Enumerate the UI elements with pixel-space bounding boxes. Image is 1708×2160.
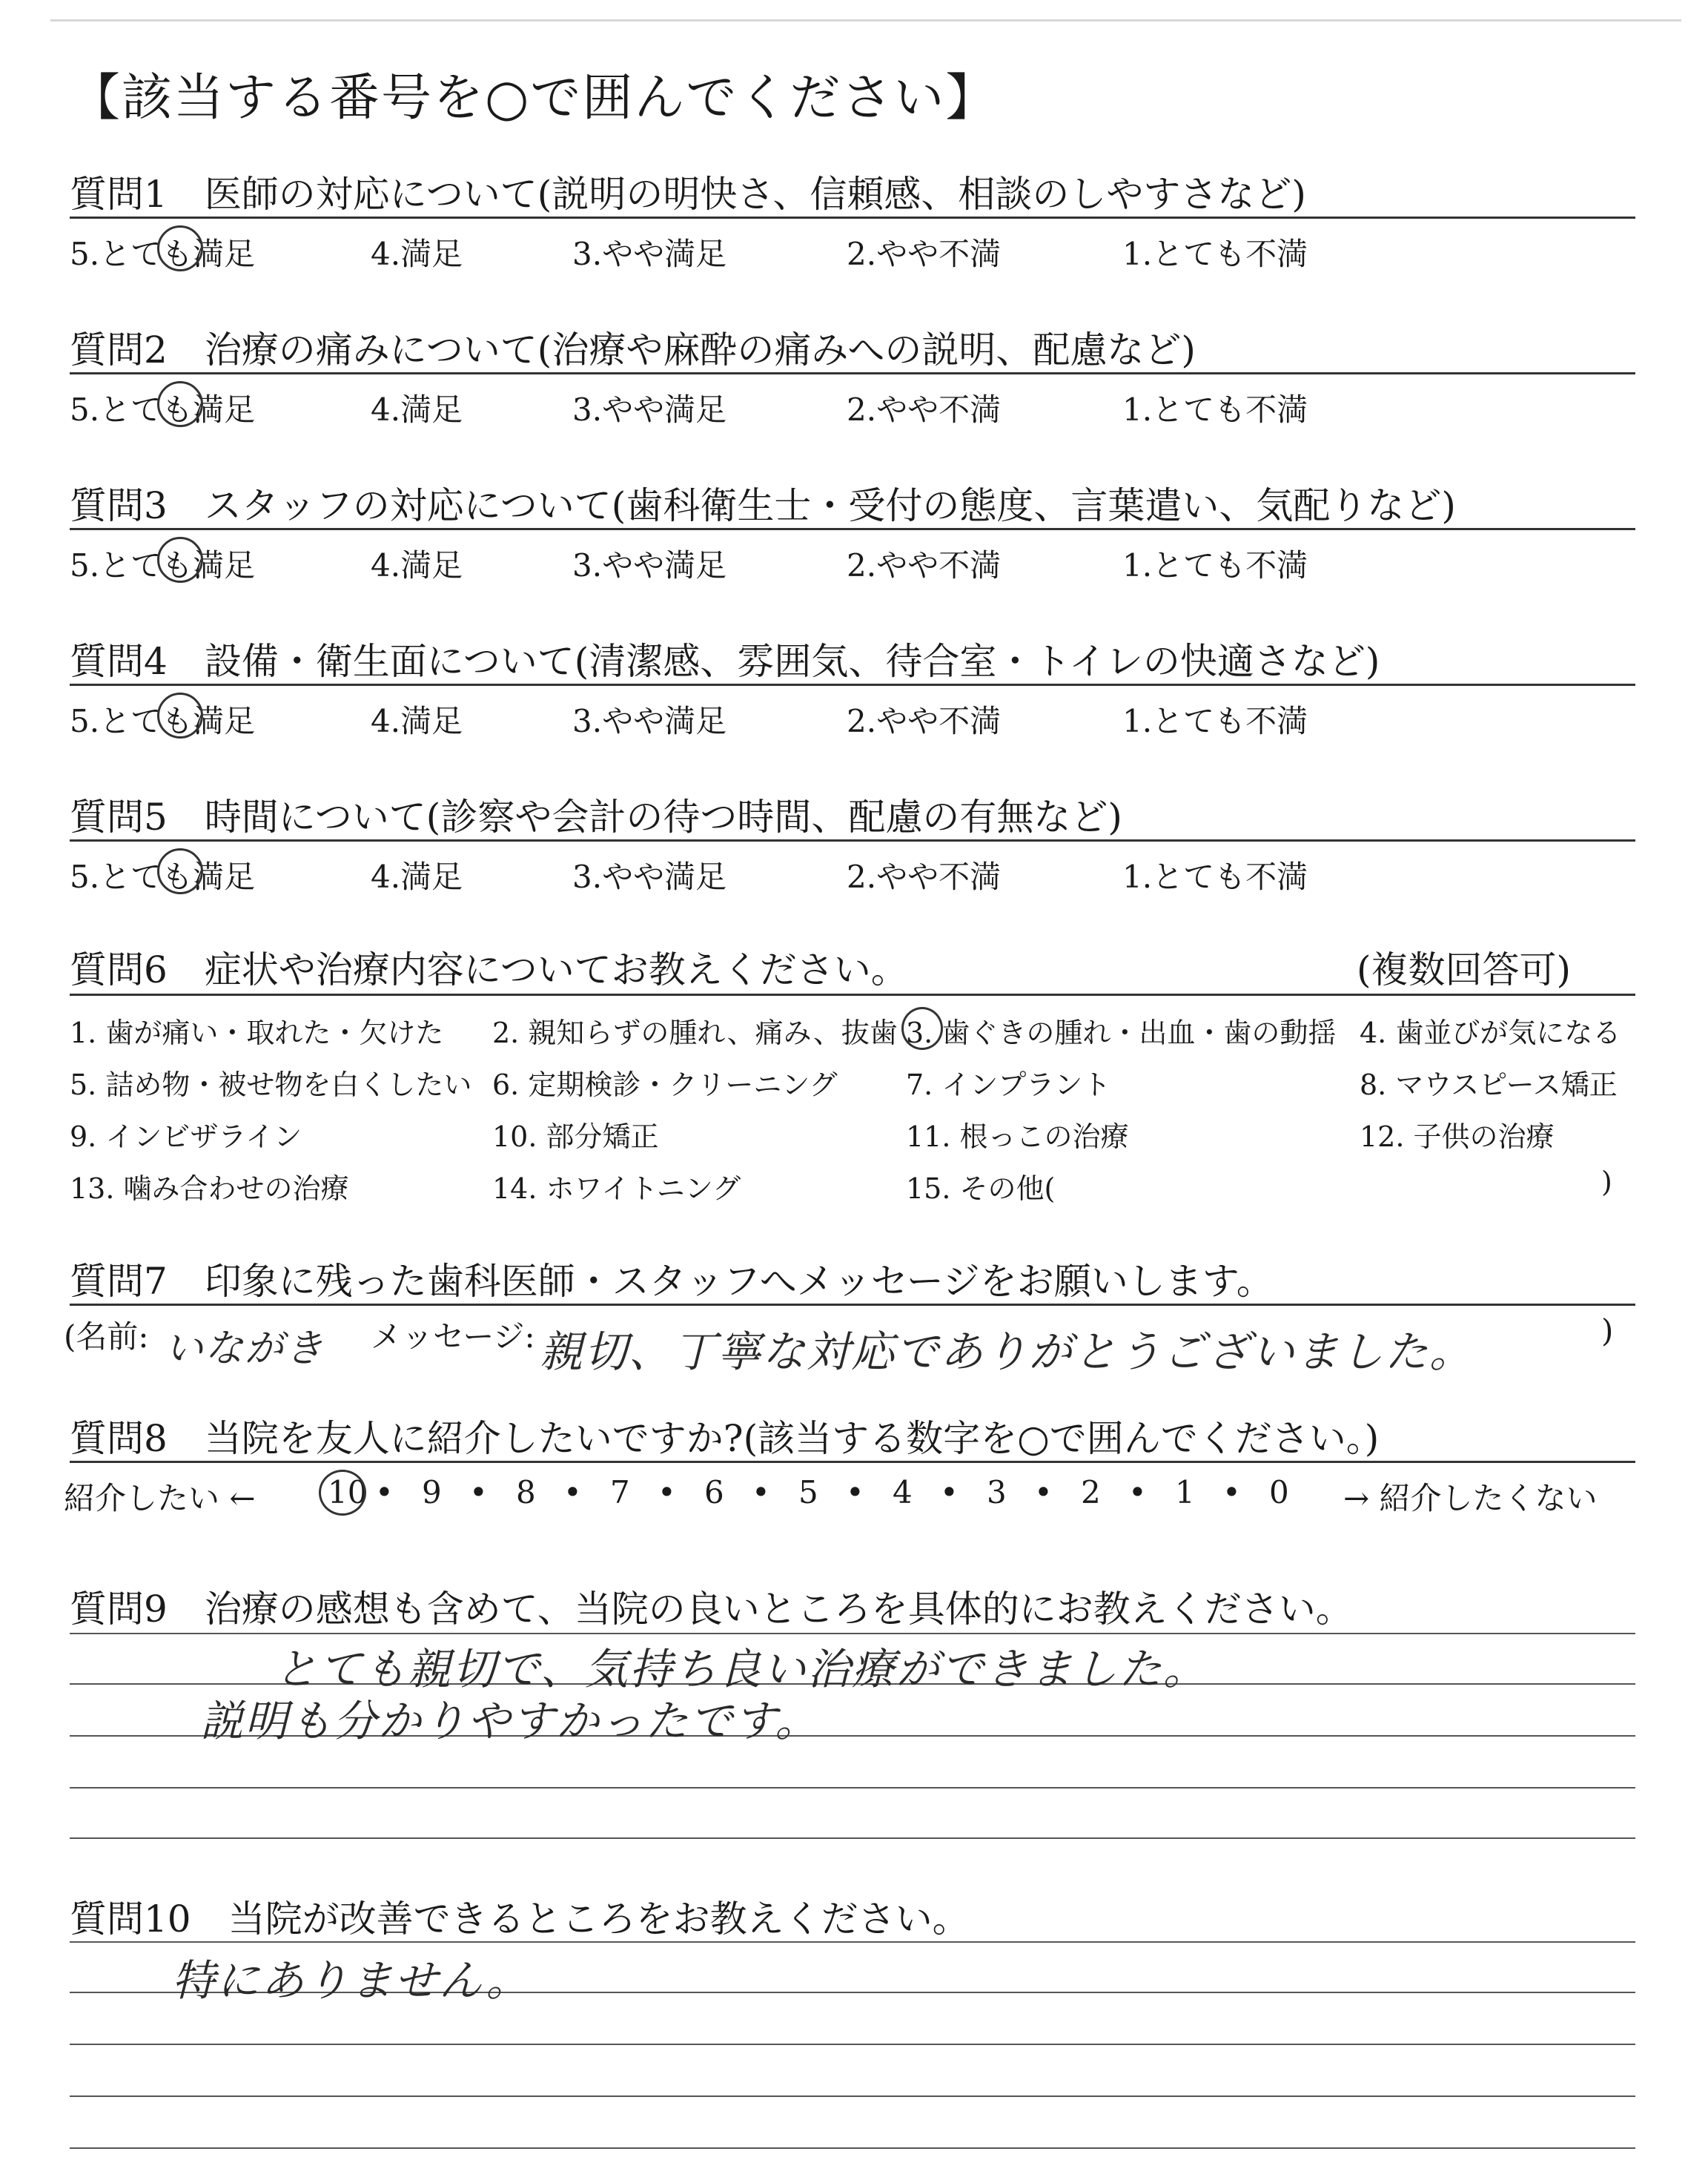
q7-name-label: (名前:: [64, 1318, 149, 1355]
q8-scale-dot: •: [940, 1474, 959, 1510]
q5-heading: [70, 787, 1122, 841]
q6-option-2[interactable]: 2. 親知らずの腫れ、痛み、抜歯: [492, 1017, 898, 1049]
q8-scale-8[interactable]: 8: [516, 1474, 536, 1510]
q8-scale-dot: •: [563, 1474, 582, 1510]
q6-option-16: ): [1601, 1166, 1612, 1198]
q8-scale-0[interactable]: 0: [1269, 1474, 1289, 1510]
q8-scale-7[interactable]: 7: [610, 1474, 630, 1510]
q5-text: 時間について(診察や会計の待つ時間、配慮の有無など): [204, 796, 1122, 839]
q3-option-4[interactable]: 4.満足: [371, 547, 463, 584]
q8-scale-2[interactable]: 2: [1081, 1474, 1101, 1510]
q5-option-3[interactable]: 3.やや満足: [572, 859, 727, 895]
q6-option-1[interactable]: 1. 歯が痛い・取れた・欠けた: [70, 1017, 444, 1049]
q8-scale-10[interactable]: 10: [328, 1474, 368, 1510]
q6-label: 質問6: [70, 948, 168, 991]
q2-text: 治療の痛みについて(治療や麻酔の痛みへの説明、配慮など): [204, 328, 1196, 371]
q4-option-2[interactable]: 2.やや不満: [847, 703, 1002, 739]
q9-line-4: [70, 1787, 1635, 1789]
q4-rule: [70, 684, 1635, 686]
q1-selection-circle: [157, 225, 203, 271]
q2-heading: [70, 320, 1196, 374]
q3-option-1[interactable]: 1.とても不満: [1122, 547, 1308, 584]
q1-option-3[interactable]: 3.やや満足: [572, 236, 727, 272]
q8-heading: [70, 1409, 1379, 1462]
q8-scale-dot: •: [846, 1474, 864, 1510]
q10-line-5: [70, 2147, 1635, 2149]
q8-scale-dot: •: [375, 1474, 394, 1510]
q3-option-5[interactable]: 5.とても満足: [70, 547, 256, 584]
q6-option-4[interactable]: 4. 歯並びが気になる: [1360, 1017, 1621, 1049]
q10-line-4: [70, 2095, 1635, 2097]
q5-option-2[interactable]: 2.やや不満: [847, 859, 1002, 895]
q4-option-1[interactable]: 1.とても不満: [1122, 703, 1308, 739]
q6-option-5[interactable]: 5. 詰め物・被せ物を白くしたい: [70, 1069, 472, 1101]
q6-rule: [70, 994, 1635, 996]
q8-rule: [70, 1461, 1635, 1463]
q1-option-2[interactable]: 2.やや不満: [847, 236, 1002, 272]
q2-option-3[interactable]: 3.やや満足: [572, 392, 727, 428]
q5-option-5[interactable]: 5.とても満足: [70, 859, 256, 895]
q6-option-6[interactable]: 6. 定期検診・クリーニング: [492, 1069, 838, 1101]
q3-selection-circle: [157, 537, 203, 583]
q8-scale-dot: •: [1034, 1474, 1053, 1510]
q8-scale-dot: •: [469, 1474, 488, 1510]
q1-label: 質問1: [70, 173, 168, 216]
q4-option-4[interactable]: 4.満足: [371, 703, 463, 739]
q7-text: 印象に残った歯科医師・スタッフへメッセージをお願いします。: [204, 1260, 1274, 1303]
q3-option-3[interactable]: 3.やや満足: [572, 547, 727, 584]
q4-heading: [70, 632, 1380, 685]
q6-option-15[interactable]: 15. その他(: [906, 1172, 1056, 1205]
q5-selection-circle: [157, 848, 203, 894]
q9-answer-2[interactable]: 説明も分かりやすかったです。: [200, 1696, 820, 1746]
q6-option-7[interactable]: 7. インプラント: [906, 1069, 1111, 1101]
q10-line-3: [70, 2044, 1635, 2045]
q6-option-13[interactable]: 13. 噛み合わせの治療: [70, 1172, 349, 1205]
q3-heading: [70, 476, 1456, 529]
q7-message-label: メッセージ:: [371, 1318, 535, 1355]
q10-text: 当院が改善できるところをお教えください。: [228, 1898, 970, 1941]
q6-note: (複数回答可): [1357, 948, 1572, 991]
q2-option-5[interactable]: 5.とても満足: [70, 392, 256, 428]
q8-scale-3[interactable]: 3: [987, 1474, 1007, 1510]
q4-label: 質問4: [70, 640, 168, 683]
q8-scale-dot: •: [658, 1474, 676, 1510]
q9-answer-1[interactable]: とても親切で、気持ち良い治療ができました。: [274, 1644, 1208, 1694]
q1-option-1[interactable]: 1.とても不満: [1122, 236, 1308, 272]
q7-heading: [70, 1252, 1274, 1305]
q2-option-4[interactable]: 4.満足: [371, 392, 463, 428]
q10-line-1: [70, 1941, 1635, 1943]
q6-option-11[interactable]: 11. 根っこの治療: [906, 1120, 1129, 1153]
q8-left-label: 紹介したい ←: [64, 1480, 256, 1516]
q9-label: 質問9: [70, 1588, 168, 1631]
q8-label: 質問8: [70, 1417, 168, 1460]
q8-text: 当院を友人に紹介したいですか?(該当する数字を○で囲んでください。): [204, 1417, 1380, 1460]
q6-option-8[interactable]: 8. マウスピース矯正: [1360, 1069, 1618, 1101]
q7-message-value[interactable]: 親切、丁寧な対応でありがとうございました。: [540, 1327, 1474, 1377]
q6-text: 症状や治療内容についてお教えください。: [204, 948, 908, 991]
q7-name-value[interactable]: いながき: [165, 1327, 325, 1371]
form-title: 【該当する番号を○で囲んでください】: [70, 69, 998, 128]
q2-rule: [70, 372, 1635, 374]
q6-option-14[interactable]: 14. ホワイトニング: [492, 1172, 741, 1205]
q5-option-4[interactable]: 4.満足: [371, 859, 463, 895]
q4-option-3[interactable]: 3.やや満足: [572, 703, 727, 739]
q9-heading: [70, 1579, 1353, 1633]
q5-option-1[interactable]: 1.とても不満: [1122, 859, 1308, 895]
q6-selection-circle: [901, 1007, 943, 1050]
q6-option-12[interactable]: 12. 子供の治療: [1360, 1120, 1555, 1153]
q10-answer-1[interactable]: 特にありません。: [172, 1955, 531, 2006]
q2-option-2[interactable]: 2.やや不満: [847, 392, 1002, 428]
q1-rule: [70, 217, 1635, 219]
q5-label: 質問5: [70, 796, 168, 839]
q6-option-10[interactable]: 10. 部分矯正: [492, 1120, 659, 1153]
q8-scale-1[interactable]: 1: [1175, 1474, 1195, 1510]
q3-text: スタッフの対応について(歯科衛生士・受付の態度、言葉遣い、気配りなど): [204, 484, 1456, 527]
q8-right-label: → 紹介したくない: [1343, 1480, 1598, 1516]
q10-heading: [70, 1889, 970, 1943]
q7-close-paren: ): [1601, 1312, 1614, 1349]
q9-text: 治療の感想も含めて、当院の良いところを具体的にお教えください。: [204, 1588, 1353, 1631]
q4-text: 設備・衛生面について(清潔感、雰囲気、待合室・トイレの快適さなど): [204, 640, 1380, 683]
q8-scale-5[interactable]: 5: [798, 1474, 818, 1510]
q8-scale-dot: •: [1128, 1474, 1147, 1510]
q8-selection-circle: [319, 1470, 366, 1516]
q3-option-2[interactable]: 2.やや不満: [847, 547, 1002, 584]
q5-rule: [70, 839, 1635, 842]
q10-label: 質問10: [70, 1898, 191, 1941]
q3-rule: [70, 528, 1635, 530]
q1-text: 医師の対応について(説明の明快さ、信頼感、相談のしやすさなど): [204, 173, 1306, 216]
q4-selection-circle: [157, 693, 203, 739]
q8-scale-dot: •: [1222, 1474, 1241, 1510]
top-border: [50, 19, 1681, 22]
q8-scale-4[interactable]: 4: [893, 1474, 913, 1510]
q2-selection-circle: [157, 381, 203, 427]
q8-scale-9[interactable]: 9: [422, 1474, 442, 1510]
q7-rule: [70, 1304, 1635, 1306]
q6-option-9[interactable]: 9. インビザライン: [70, 1120, 302, 1153]
q3-label: 質問3: [70, 484, 168, 527]
q1-option-5[interactable]: 5.とても満足: [70, 236, 256, 272]
q6-option-3[interactable]: 3. 歯ぐきの腫れ・出血・歯の動揺: [906, 1017, 1337, 1049]
q4-option-5[interactable]: 5.とても満足: [70, 703, 256, 739]
q6-heading: [70, 940, 908, 994]
q1-option-4[interactable]: 4.満足: [371, 236, 463, 272]
q2-label: 質問2: [70, 328, 168, 371]
q1-heading: [70, 165, 1306, 218]
q7-label: 質問7: [70, 1260, 168, 1303]
q2-option-1[interactable]: 1.とても不満: [1122, 392, 1308, 428]
q9-line-5: [70, 1837, 1635, 1839]
q8-scale-dot: •: [752, 1474, 770, 1510]
q8-scale-6[interactable]: 6: [704, 1474, 724, 1510]
